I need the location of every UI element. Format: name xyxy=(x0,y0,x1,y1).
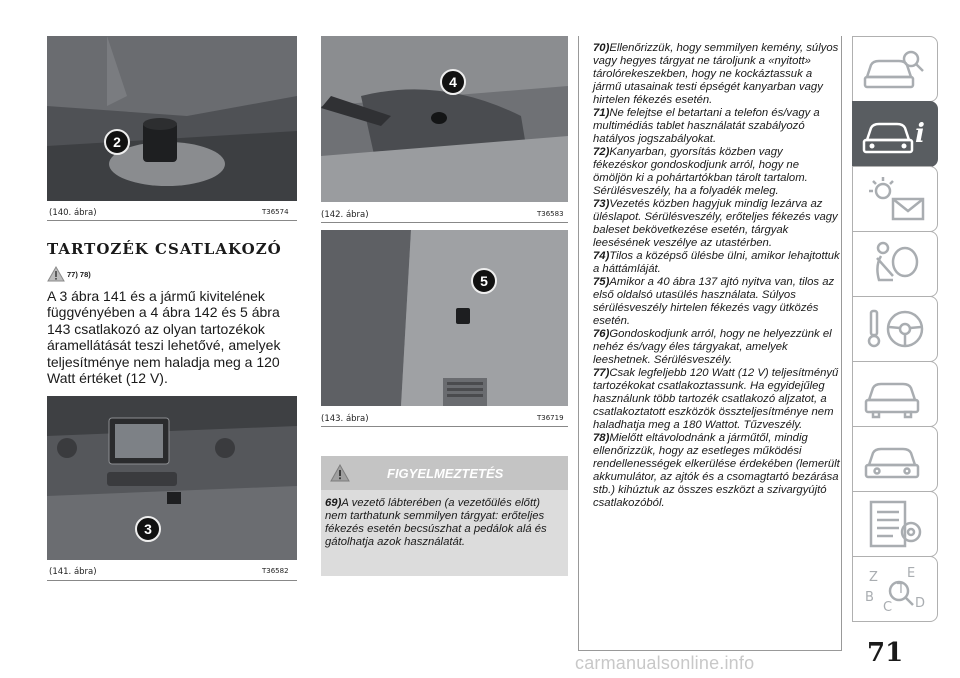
note-72: 72)Kanyarban, gyorsítás közben vagy fékezéskor gondoskodjunk arról, hogy ne ömöljön ki a pohártartókban tárolt tartalom. Sérülésveszély, ha a folyadék meleg. xyxy=(593,146,808,197)
tab-dashboard-info[interactable] xyxy=(852,101,938,167)
warning-item xyxy=(325,497,565,549)
tab-knowing-vehicle[interactable] xyxy=(852,36,938,102)
tab-emergency[interactable] xyxy=(852,361,938,427)
steering-wheel-icon xyxy=(869,311,922,346)
warning-triangle-icon xyxy=(330,464,350,482)
tab-starting-driving[interactable] xyxy=(852,296,938,362)
figure-142-photo xyxy=(321,36,568,202)
technical-data-icon xyxy=(871,502,920,546)
svg-text:E: E xyxy=(907,566,916,581)
warning-title: FIGYELMEZTETÉS xyxy=(387,466,504,481)
tab-index[interactable] xyxy=(852,556,938,622)
warning-item-num: 69) xyxy=(325,497,342,509)
airbag-seatbelt-icon xyxy=(877,243,917,280)
page-number: 71 xyxy=(867,638,904,668)
warning-box xyxy=(321,456,568,576)
section-body: A 3 ábra 141 és a jármű kivitelének függvényében a 4 ábra 142 és 5 ábra 143 csatlakozó az olyan tartozékok áramellátását teszi lehetővé, amelyek teljesítménye nem haladja meg a 120 Watt értéket (12 V). xyxy=(47,288,281,387)
figure-143-photo xyxy=(321,230,568,406)
car-breakdown-icon xyxy=(866,384,918,417)
note-71: 71)Ne felejtse el betartani a telefon és/vagy a multimédiás tablet használatát szabályozó hatályos jogszabályokat. xyxy=(593,107,820,145)
tab-technical-data[interactable] xyxy=(852,491,938,557)
note-76: 76)Gondoskodjunk arról, hogy ne helyezzünk el nehéz és/vagy éles tárgyakat, amelyek leeshetnek. Sérülésveszély. xyxy=(593,328,832,366)
note-75: 75)Amikor a 40 ábra 137 ajtó nyitva van, tilos az első oldalsó utasülés használata. Súlyos sérülésveszély hirtelen fékezés vagy ütközés esetén. xyxy=(593,276,835,327)
figure-140-photo xyxy=(47,36,297,201)
note-70: 70)Ellenőrizzük, hogy semmilyen kemény, súlyos vagy hegyes tárgyat ne tároljunk a «nyitott» tárolórekeszekben, hogy ne kockáztassuk a jármű utasainak testi épségét kanyarban vagy hirtelen fékezés esetén. xyxy=(593,42,839,106)
svg-text:D: D xyxy=(915,596,926,611)
section-title: TARTOZÉK CSATLAKOZÓ xyxy=(47,240,282,258)
figure-143-marker: 5 xyxy=(471,268,497,294)
figure-141-caption: (141. ábra) xyxy=(49,567,97,577)
figure-140-marker: 2 xyxy=(104,129,130,155)
warning-lights-message-icon xyxy=(869,177,923,219)
svg-text:T: T xyxy=(897,582,905,597)
notes-list xyxy=(593,42,840,510)
tab-warning-lights[interactable] xyxy=(852,166,938,232)
figure-141-photo xyxy=(47,396,297,560)
figure-141-marker: 3 xyxy=(135,516,161,542)
note-78: 78)Mielőtt eltávolodnánk a járműtől, mindig ellenőrizzük, hogy az esetleges működési rendellenességek elkerülése érdekében (lemerült akkumulátor, az ajtók és a csomagtartó bezárása stb.) kihúztuk az összes eszközt a szivargyújtó csatlakozóból. xyxy=(593,432,840,509)
alphabetical-index-icon xyxy=(865,566,925,615)
figure-140-code: T36574 xyxy=(262,208,289,216)
tab-safety[interactable] xyxy=(852,231,938,297)
figure-141-code: T36582 xyxy=(262,567,289,575)
tab-maintenance[interactable] xyxy=(852,426,938,492)
svg-text:i: i xyxy=(915,119,925,149)
svg-text:Z: Z xyxy=(869,570,878,585)
figure-142-caption: (142. ábra) xyxy=(321,210,369,220)
figure-143-code: T36719 xyxy=(537,414,564,422)
figure-143-rule xyxy=(321,426,568,427)
figure-142-rule xyxy=(321,222,568,223)
figure-140-caption: (140. ábra) xyxy=(49,208,97,218)
figure-142-marker: 4 xyxy=(440,69,466,95)
car-info-icon xyxy=(864,119,925,152)
warning-item-text: A vezető lábterében (a vezetőülés előtt) nem tarthatunk semmilyen tárgyat: erőteljes fékezés esetén becsúszhat a pedálok alá és gátolhatja azok használatát. xyxy=(325,497,547,548)
section-refs: 77) 78) xyxy=(67,270,91,279)
figure-142-code: T36583 xyxy=(537,210,564,218)
watermark: carmanualsonline.info xyxy=(575,653,755,673)
note-77: 77)Csak legfeljebb 120 Watt (12 V) teljesítményű tartozékokat csatlakoztassunk. Ha egyidejűleg használunk több tartozék csatlakozó aljzatot, a csatlakoztatott eszközök összteljesítménye nem haladhatja meg a 180 Wattot. Tűzveszély. xyxy=(593,367,839,431)
figure-140-rule xyxy=(47,220,297,221)
svg-text:C: C xyxy=(883,600,893,615)
notes-column xyxy=(578,36,842,651)
warning-header xyxy=(321,456,568,490)
car-search-icon xyxy=(865,52,923,87)
note-73: 73)Vezetés közben hagyjuk mindig lezárva az üléslapot. Sérülésveszély, erőteljes fékezés vagy baleset bekövetkezése esetén, tárgyak leesésének veszélye az utastérben. xyxy=(593,198,838,249)
car-maintenance-icon xyxy=(866,449,918,477)
figure-141-rule xyxy=(47,580,297,581)
svg-text:B: B xyxy=(865,590,874,605)
warning-triangle-icon xyxy=(47,266,65,282)
figure-143-caption: (143. ábra) xyxy=(321,414,369,424)
note-74: 74)Tilos a középső ülésbe ülni, amikor lehajtottuk a háttámláját. xyxy=(593,250,840,275)
